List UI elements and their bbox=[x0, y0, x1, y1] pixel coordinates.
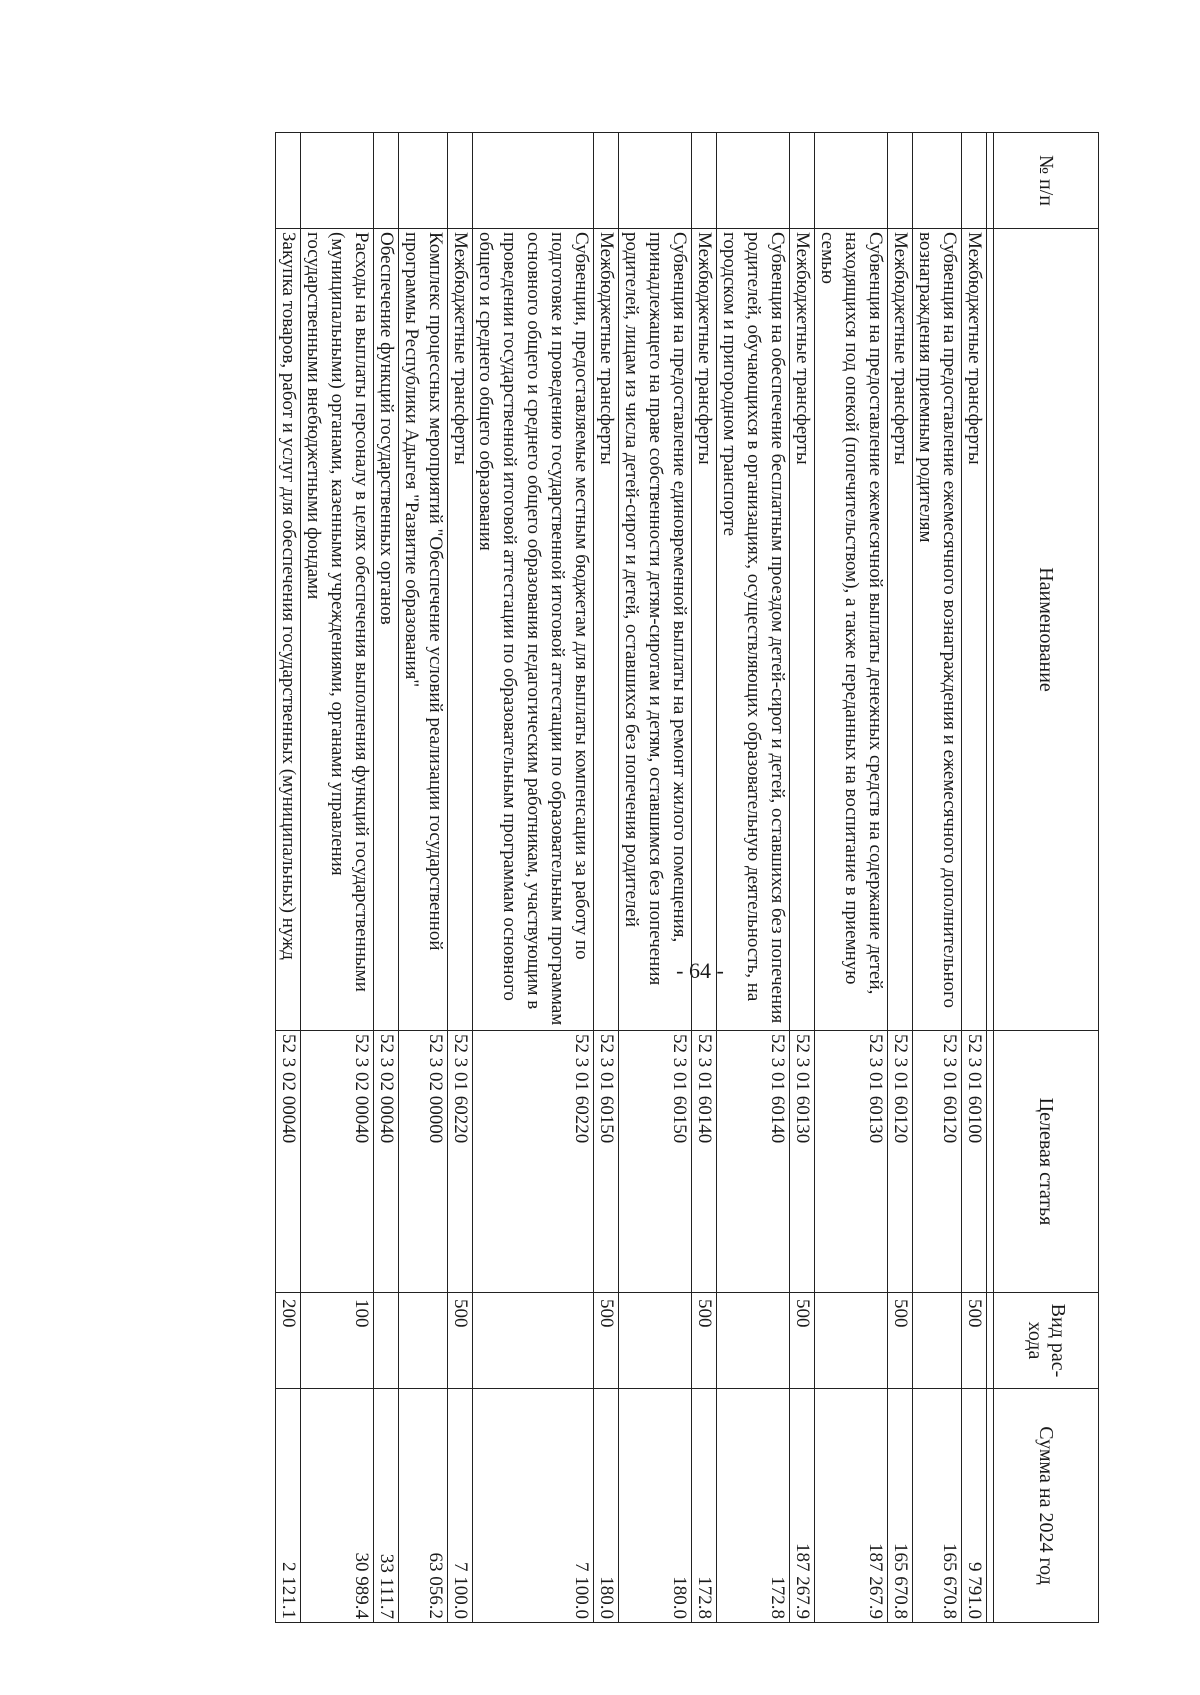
cell-name: Межбюджетные трансферты bbox=[962, 229, 987, 1031]
budget-table bbox=[275, 132, 1099, 1623]
cell-vid bbox=[374, 1293, 399, 1389]
cell-num bbox=[913, 133, 962, 229]
cell-name: Субвенция на предоставление единовременной выплаты на ремонт жилого помещения, принадлежащего на праве собственности детям-сиротам и детям, оставшимся без попечения родителей, лицам из числа детей-сирот и детей, оставшихся без попечения родителей bbox=[619, 229, 692, 1031]
cell-num bbox=[692, 133, 717, 229]
table-row bbox=[619, 133, 692, 1623]
header-vid: Вид рас-хода bbox=[994, 1293, 1099, 1389]
cell-vid: 500 bbox=[962, 1293, 987, 1389]
cell-vid: 500 bbox=[692, 1293, 717, 1389]
table-row bbox=[692, 133, 717, 1623]
cell-name: Межбюджетные трансферты bbox=[888, 229, 913, 1031]
cell-name: Субвенция на предоставление ежемесячной выплаты денежных средств на содержание детей, находящихся под опекой (попечительством), а также переданных на воспитание в приемную семью bbox=[815, 229, 888, 1031]
cell-sum: 180.0 bbox=[594, 1389, 619, 1623]
cell-code: 52 3 01 60140 bbox=[717, 1031, 790, 1293]
cell-name: Обеспечение функций государственных органов bbox=[374, 229, 399, 1031]
header-sum: Сумма на 2024 год bbox=[994, 1389, 1099, 1623]
cell-code: 52 3 01 60130 bbox=[815, 1031, 888, 1293]
cell-num bbox=[594, 133, 619, 229]
table-header-row bbox=[994, 133, 1099, 1623]
cell-sum: 165 670.8 bbox=[888, 1389, 913, 1623]
table-body bbox=[276, 133, 994, 1623]
cell-code: 52 3 01 60220 bbox=[473, 1031, 594, 1293]
cell-sum: 7 100.0 bbox=[448, 1389, 473, 1623]
cell-code: 52 3 02 00040 bbox=[276, 1031, 301, 1293]
separator-row bbox=[987, 133, 994, 1623]
cell-vid bbox=[815, 1293, 888, 1389]
cell-code: 52 3 02 00040 bbox=[301, 1031, 374, 1293]
cell-vid: 500 bbox=[790, 1293, 815, 1389]
cell-name: Комплекс процессных мероприятий "Обеспечение условий реализации государственной программы Республики Адыгея "Развитие образования" bbox=[399, 229, 448, 1031]
cell-vid: 200 bbox=[276, 1293, 301, 1389]
cell-name: Межбюджетные трансферты bbox=[594, 229, 619, 1031]
cell-sum: 30 989.4 bbox=[301, 1389, 374, 1623]
table-row bbox=[790, 133, 815, 1623]
table-row bbox=[276, 133, 301, 1623]
cell-sum: 187 267.9 bbox=[815, 1389, 888, 1623]
cell-vid bbox=[717, 1293, 790, 1389]
cell-sum: 165 670.8 bbox=[913, 1389, 962, 1623]
cell-vid: 500 bbox=[594, 1293, 619, 1389]
cell-sum: 7 100.0 bbox=[473, 1389, 594, 1623]
table-row bbox=[374, 133, 399, 1623]
cell-vid bbox=[913, 1293, 962, 1389]
cell-vid bbox=[619, 1293, 692, 1389]
cell-name: Межбюджетные трансферты bbox=[448, 229, 473, 1031]
cell-num bbox=[301, 133, 374, 229]
cell-code: 52 3 01 60130 bbox=[790, 1031, 815, 1293]
cell-num bbox=[888, 133, 913, 229]
header-code: Целевая статья bbox=[994, 1031, 1099, 1293]
cell-name: Субвенция на обеспечение бесплатным проездом детей-сирот и детей, оставшихся без попечения родителей, обучающихся в организациях, осуществляющих образовательную деятельность, на городском и пригородном транспорте bbox=[717, 229, 790, 1031]
cell-code: 52 3 01 60120 bbox=[913, 1031, 962, 1293]
cell-vid: 500 bbox=[888, 1293, 913, 1389]
cell-num bbox=[473, 133, 594, 229]
cell-num bbox=[815, 133, 888, 229]
cell-sum: 9 791.0 bbox=[962, 1389, 987, 1623]
cell-num bbox=[717, 133, 790, 229]
cell-num bbox=[374, 133, 399, 229]
cell-code: 52 3 01 60150 bbox=[594, 1031, 619, 1293]
cell-code: 52 3 01 60100 bbox=[962, 1031, 987, 1293]
rotated-page bbox=[139, 132, 1099, 1622]
table-row bbox=[962, 133, 987, 1623]
cell-vid bbox=[473, 1293, 594, 1389]
cell-vid: 500 bbox=[448, 1293, 473, 1389]
cell-name: Межбюджетные трансферты bbox=[692, 229, 717, 1031]
cell-code: 52 3 02 00000 bbox=[399, 1031, 448, 1293]
cell-code: 52 3 01 60120 bbox=[888, 1031, 913, 1293]
cell-num bbox=[276, 133, 301, 229]
cell-num bbox=[619, 133, 692, 229]
table-row bbox=[594, 133, 619, 1623]
cell-name: Закупка товаров, работ и услуг для обеспечения государственных (муниципальных) нужд bbox=[276, 229, 301, 1031]
cell-num bbox=[962, 133, 987, 229]
cell-name: Межбюджетные трансферты bbox=[790, 229, 815, 1031]
table-row bbox=[399, 133, 448, 1623]
page-number: - 64 - bbox=[676, 958, 724, 983]
table-row bbox=[815, 133, 888, 1623]
cell-name: Субвенции, предоставляемые местным бюджетам для выплаты компенсации за работу по подготовке и проведению государственной итоговой аттестации по образовательным программам основного общего и среднего общего образования педагогическим работникам, участвующим в проведении государственной итоговой аттестации по образовательным программам основного общего и среднего общего образования bbox=[473, 229, 594, 1031]
cell-name: Расходы на выплаты персоналу в целях обеспечения выполнения функций государственными (муниципальными) органами, казенными учреждениями, органами управления государственными внебюджетными фондами bbox=[301, 229, 374, 1031]
table-row bbox=[717, 133, 790, 1623]
cell-code: 52 3 01 60140 bbox=[692, 1031, 717, 1293]
table-row bbox=[301, 133, 374, 1623]
cell-code: 52 3 01 60220 bbox=[448, 1031, 473, 1293]
cell-code: 52 3 01 60150 bbox=[619, 1031, 692, 1293]
cell-num bbox=[399, 133, 448, 229]
cell-sum: 172.8 bbox=[717, 1389, 790, 1623]
table-row bbox=[913, 133, 962, 1623]
cell-num bbox=[448, 133, 473, 229]
cell-num bbox=[790, 133, 815, 229]
header-name: Наименование bbox=[994, 229, 1099, 1031]
cell-vid: 100 bbox=[301, 1293, 374, 1389]
cell-sum: 33 111.7 bbox=[374, 1389, 399, 1623]
table-row bbox=[473, 133, 594, 1623]
header-num: № п/п bbox=[994, 133, 1099, 229]
cell-sum: 2 121.1 bbox=[276, 1389, 301, 1623]
cell-sum: 63 056.2 bbox=[399, 1389, 448, 1623]
table-row bbox=[888, 133, 913, 1623]
cell-name: Субвенция на предоставление ежемесячного вознаграждения и ежемесячного дополнительного вознаграждения приемным родителям bbox=[913, 229, 962, 1031]
cell-code: 52 3 02 00040 bbox=[374, 1031, 399, 1293]
cell-sum: 180.0 bbox=[619, 1389, 692, 1623]
cell-vid bbox=[399, 1293, 448, 1389]
cell-sum: 172.8 bbox=[692, 1389, 717, 1623]
cell-sum: 187 267.9 bbox=[790, 1389, 815, 1623]
table-row bbox=[448, 133, 473, 1623]
